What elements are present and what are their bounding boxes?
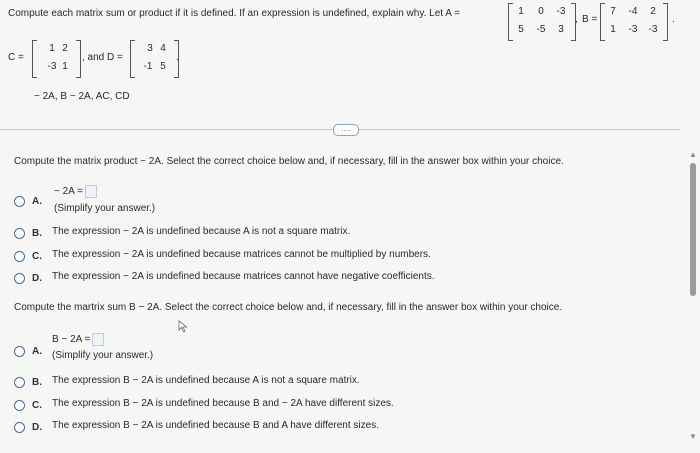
q1-option-c-radio[interactable] bbox=[14, 251, 25, 262]
scrollbar-thumb[interactable] bbox=[690, 163, 696, 296]
b-prefix: , bbox=[575, 14, 578, 25]
q2-prompt: Compute the martrix sum B − 2A. Select the correct choice below and, if necessary, fill in the answer box within your choice. bbox=[14, 302, 563, 313]
q2-option-a-label[interactable]: A. bbox=[32, 346, 42, 357]
q2-option-d-label[interactable]: D. bbox=[32, 422, 42, 433]
b-period: . bbox=[672, 14, 675, 25]
matrix-a-cell: 0 bbox=[538, 6, 544, 17]
q1-option-a-expr-text: − 2A = bbox=[54, 186, 83, 198]
matrix-d-cell: 3 bbox=[147, 43, 153, 54]
d-period: . bbox=[176, 52, 179, 63]
bracket-left bbox=[508, 3, 513, 41]
q2-answer-box[interactable] bbox=[92, 333, 104, 346]
matrix-a-cell: 1 bbox=[518, 6, 524, 17]
matrix-c-cell: 1 bbox=[49, 43, 55, 54]
matrix-b-cell: -4 bbox=[628, 6, 638, 17]
matrix-d-cell: 4 bbox=[160, 43, 166, 54]
q2-option-c-text: The expression B − 2A is undefined because B and − 2A have different sizes. bbox=[52, 398, 394, 409]
bracket-left bbox=[130, 40, 135, 78]
q2-option-a-expr bbox=[52, 333, 104, 346]
q1-answer-box[interactable] bbox=[85, 185, 97, 198]
q1-option-b-label[interactable]: B. bbox=[32, 228, 42, 239]
matrix-c bbox=[32, 40, 78, 78]
matrix-a bbox=[508, 3, 578, 41]
q2-option-c-label[interactable]: C. bbox=[32, 400, 42, 411]
expressions-list: − 2A, B − 2A, AC, CD bbox=[34, 91, 130, 102]
q2-option-b-label[interactable]: B. bbox=[32, 377, 42, 388]
q1-option-d-radio[interactable] bbox=[14, 273, 25, 284]
bracket-left bbox=[32, 40, 37, 78]
scroll-up-icon[interactable]: ▲ bbox=[689, 150, 697, 159]
q2-option-d-text: The expression B − 2A is undefined because B and A have different sizes. bbox=[52, 420, 379, 431]
q2-option-a-hint: (Simplify your answer.) bbox=[52, 350, 154, 361]
q1-option-b-radio[interactable] bbox=[14, 228, 25, 239]
problem-intro: Compute each matrix sum or product if it is defined. If an expression is undefined, explain why. Let A = bbox=[8, 8, 461, 19]
q1-option-c-text: The expression − 2A is undefined because matrices cannot be multiplied by numbers. bbox=[52, 249, 431, 260]
q2-option-d-radio[interactable] bbox=[14, 422, 25, 433]
matrix-d-cell: 5 bbox=[160, 61, 166, 72]
matrix-b-cell: 7 bbox=[610, 6, 616, 17]
matrix-c-cell: 1 bbox=[62, 61, 68, 72]
bracket-right bbox=[663, 3, 668, 41]
matrix-b-cell: 2 bbox=[650, 6, 656, 17]
q2-option-c-radio[interactable] bbox=[14, 400, 25, 411]
expand-more-button[interactable]: .... bbox=[333, 124, 359, 136]
q1-option-c-label[interactable]: C. bbox=[32, 251, 42, 262]
matrix-b-cell: -3 bbox=[648, 24, 658, 35]
matrix-a-cell: -5 bbox=[536, 24, 546, 35]
matrix-a-cell: 5 bbox=[518, 24, 524, 35]
q2-option-a-expr-text: B − 2A = bbox=[52, 334, 91, 346]
q2-option-b-text: The expression B − 2A is undefined because A is not a square matrix. bbox=[52, 375, 360, 386]
q2-option-a-radio[interactable] bbox=[14, 346, 25, 357]
matrix-a-cell: 3 bbox=[558, 24, 564, 35]
b-label: B = bbox=[582, 14, 598, 25]
matrix-b-cell: -3 bbox=[628, 24, 638, 35]
matrix-c-cell: -3 bbox=[47, 61, 57, 72]
q1-option-a-radio[interactable] bbox=[14, 196, 25, 207]
scroll-down-icon[interactable]: ▼ bbox=[689, 432, 697, 441]
and-d-label: , and D = bbox=[82, 52, 123, 63]
q1-option-b-text: The expression − 2A is undefined because A is not a square matrix. bbox=[52, 226, 351, 237]
matrix-d-cell: -1 bbox=[143, 61, 153, 72]
matrix-c-cell: 2 bbox=[62, 43, 68, 54]
matrix-d bbox=[130, 40, 178, 78]
q1-option-d-text: The expression − 2A is undefined because matrices cannot have negative coefficients. bbox=[52, 271, 435, 282]
matrix-b bbox=[600, 3, 670, 41]
q1-prompt: Compute the matrix product − 2A. Select the correct choice below and, if necessary, fill in the answer box within your choice. bbox=[14, 156, 564, 167]
q1-option-d-label[interactable]: D. bbox=[32, 273, 42, 284]
matrix-b-cell: 1 bbox=[610, 24, 616, 35]
q2-option-b-radio[interactable] bbox=[14, 377, 25, 388]
bracket-right bbox=[76, 40, 81, 78]
q1-option-a-label[interactable]: A. bbox=[32, 196, 42, 207]
c-label: C = bbox=[8, 52, 24, 63]
q1-option-a-expr bbox=[54, 185, 97, 198]
matrix-a-cell: -3 bbox=[556, 6, 566, 17]
q1-option-a-hint: (Simplify your answer.) bbox=[54, 203, 156, 214]
bracket-left bbox=[600, 3, 605, 41]
mouse-cursor-icon bbox=[178, 320, 188, 333]
